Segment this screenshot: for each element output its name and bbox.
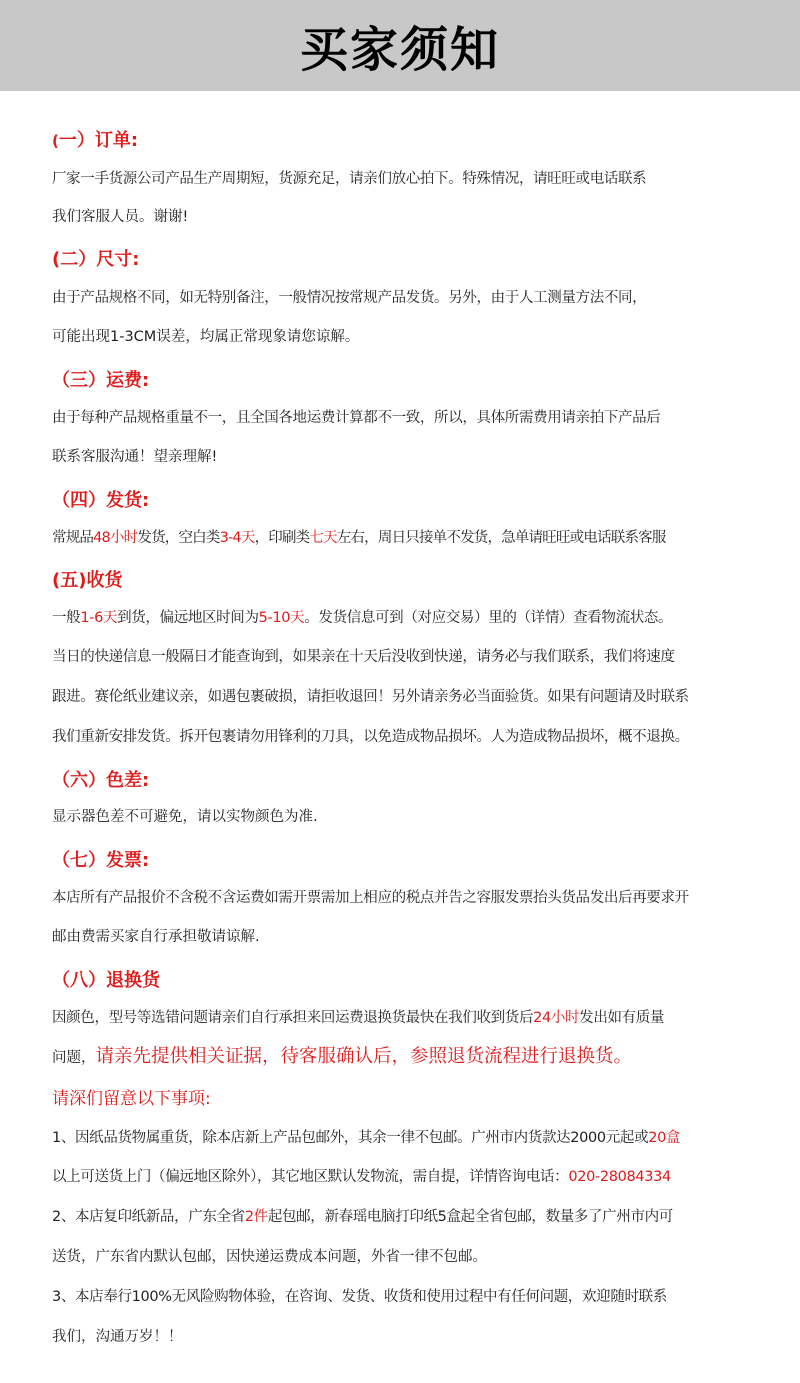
section-order-line: 我们客服人员。谢谢! [52, 209, 189, 225]
section-heading-shipping-fee: （三）运费: [52, 370, 150, 391]
title-banner [0, 0, 800, 91]
page-title: 买家须知 [299, 22, 500, 78]
section-heading-dispatch: （四）发货: [52, 490, 150, 511]
highlight-20-boxes: 20盒 [648, 1130, 681, 1146]
highlight-seven-days: 七天 [309, 530, 337, 546]
section-color-difference-line: 显示器色差不可避免，请以实物颜色为准. [52, 809, 318, 825]
section-receiving-line: 一般1-6天到货，偏远地区时间为5-10天。发货信息可到（对应交易）里的（详情）查看物流状态。 [52, 610, 673, 626]
section-receiving-line: 当日的快递信息一般隔日才能查询到，如果亲在十天后没收到快递，请务必与我们联系，我们将速度 [52, 649, 675, 665]
section-returns-line: 因颜色，型号等选错问题请亲们自行承担来回运费退换货最快在我们收到货后24小时发出如有质量 [52, 1010, 665, 1026]
section-returns-line: 问题，请亲先提供相关证据，待客服确认后，参照退货流程进行退换货。 [52, 1046, 633, 1067]
section-order-line: 厂家一手货源公司产品生产周期短，货源充足，请亲们放心拍下。特殊情况，请旺旺或电话联系 [52, 171, 647, 187]
section-heading-order: (一）订单: [52, 130, 139, 151]
highlight-24h: 24小时 [533, 1010, 580, 1026]
section-receiving-line: 我们重新安排发货。拆开包裹请勿用锋利的刀具，以免造成物品损坏。人为造成物品损坏，概不退换。 [52, 729, 689, 745]
notice-item-3-line: 我们，沟通万岁！！ [52, 1329, 183, 1345]
section-size-line: 由于产品规格不同，如无特别备注，一般情况按常规产品发货。另外，由于人工测量方法不同， [52, 290, 647, 306]
section-invoice-line: 本店所有产品报价不含税不含运费如需开票需加上相应的税点并告之容服发票抬头货品发出后再要求开 [52, 890, 689, 906]
notice-heading: 请深们留意以下事项: [52, 1089, 211, 1109]
highlight-1-6-days: 1-6天 [80, 610, 118, 626]
highlight-48h: 48小时 [93, 530, 138, 546]
section-size-line: 可能出现1-3CM误差，均属正常现象请您谅解。 [52, 329, 360, 345]
section-heading-invoice: （七）发票: [52, 850, 150, 871]
notice-item-2-line: 2、本店复印纸新品，广东全省2件起包邮，新春瑶电脑打印纸5盒起全省包邮，数量多了广州市内可 [52, 1209, 673, 1225]
section-receiving-line: 跟进。赛伦纸业建议亲，如遇包裹破损，请拒收退回！另外请亲务必当面验货。如果有问题请及时联系 [52, 689, 689, 705]
highlight-2-pieces: 2件 [244, 1209, 268, 1225]
section-heading-size: (二）尺寸: [52, 249, 140, 270]
section-heading-returns: （八）退换货 [52, 970, 160, 991]
contact-phone: 020-28084334 [568, 1169, 671, 1185]
section-heading-color-difference: （六）色差: [52, 770, 150, 791]
notice-item-1-line: 1、因纸品货物属重货，除本店新上产品包邮外，其余一律不包邮。广州市内货款达2000元起或20盒 [52, 1130, 681, 1146]
section-invoice-line: 邮由费需买家自行承担敬请谅解. [52, 929, 260, 945]
highlight-5-10-days: 5-10天 [258, 610, 305, 626]
notice-item-1-line: 以上可送货上门（偏远地区除外），其它地区默认发物流，需自提，详情咨询电话：020-28084334 [52, 1169, 671, 1185]
highlight-3-4-days: 3-4天 [219, 530, 255, 546]
section-dispatch-line: 常规品48小时发货，空白类3-4天，印刷类七天左右，周日只接单不发货，急单请旺旺或电话联系客服 [52, 530, 666, 546]
highlight-returns-process: 请亲先提供相关证据，待客服确认后，参照退货流程进行退换货。 [95, 1046, 633, 1067]
section-shipping-fee-line: 联系客服沟通！望亲理解! [52, 449, 218, 465]
section-heading-receiving: (五)收货 [52, 570, 123, 591]
notice-item-2-line: 送货，广东省内默认包邮，因快递运费成本问题，外省一律不包邮。 [52, 1249, 487, 1265]
section-shipping-fee-line: 由于每种产品规格重量不一，且全国各地运费计算都不一致，所以，具体所需费用请亲拍下产品后 [52, 410, 661, 426]
notice-item-3-line: 3、本店奉行100%无风险购物体验，在咨询、发货、收货和使用过程中有任何问题，欢迎随时联系 [52, 1289, 667, 1305]
